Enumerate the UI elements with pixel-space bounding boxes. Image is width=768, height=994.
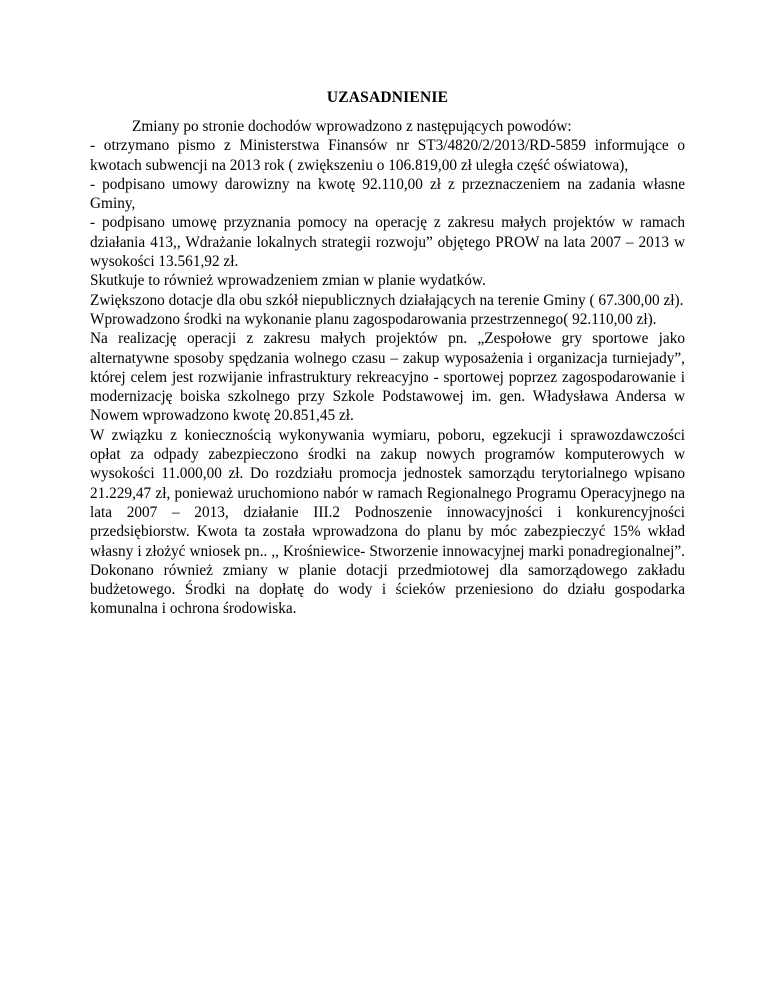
paragraph-waste-fees: W związku z koniecznością wykonywania wymiaru, poboru, egzekucji i sprawozdawczości opłat za odpady zabezpieczono środki na zakup nowych programów komputerowych w wysokości 11.000,00 zł. Do rozdziału promocja jednostek samorządu terytorialnego wpisano 21.229,47 zł, ponieważ uruchomiono nabór w ramach Regionalnego Programu Operacyjnego na lata 2007 – 2013, działanie III.2 Podnoszenie innowacyjności i konkurencyjności przedsiębiorstw. Kwota ta została wprowadzona do planu by móc zabezpieczyć 15% wkład własny i złożyć wniosek pn.. ,, Krośniewice- Stworzenie innowacyjnej marki ponadregionalnej”. Dokonano również zmiany w planie dotacji przedmiotowej dla samorządowego zakładu budżetowego. Środki na dopłatę do wody i ścieków przeniesiono do działu gospodarka komunalna i ochrona środowiska.: [90, 426, 685, 618]
paragraph-intro: Zmiany po stronie dochodów wprowadzono z następujących powodów:: [132, 118, 572, 135]
paragraph-small-projects: Na realizację operacji z zakresu małych projektów pn. „Zespołowe gry sportowe jako alternatywne sposoby spędzania wolnego czasu – zakup wyposażenia i organizacja turniejady”, której celem jest rozwijanie infrastruktury rekreacyjno - sportowej poprzez zagospodarowanie i modernizację boiska szkolnego przy Szkole Podstawowej im. gen. Władysława Andersa w Nowem wprowadzono kwotę 20.851,45 zł.: [90, 330, 685, 425]
document-body: [90, 117, 685, 619]
paragraph-item-2: - podpisano umowy darowizny na kwotę 92.110,00 zł z przeznaczeniem na zadania własne Gminy,: [90, 175, 685, 213]
paragraph-item-1: - otrzymano pismo z Ministerstwa Finansów nr ST3/4820/2/2013/RD-5859 informujące o kwotach subwencji na 2013 rok ( zwiększeniu o 106.819,00 zł uległa część oświatowa),: [90, 137, 685, 174]
paragraph-spatial-plan: Wprowadzono środki na wykonanie planu zagospodarowania przestrzennego( 92.110,00 zł).: [90, 310, 657, 328]
document-title: UZASADNIENIE: [326, 89, 449, 106]
paragraph-subsidies: Zwiększono dotacje dla obu szkół niepublicznych działających na terenie Gminy ( 67.300,00 zł).: [90, 291, 684, 309]
paragraph-consequence: Skutkuje to również wprowadzeniem zmian w planie wydatków.: [90, 272, 486, 290]
paragraph-item-3: - podpisano umowę przyznania pomocy na operację z zakresu małych projektów w ramach działania 413,, Wdrażanie lokalnych strategii rozwoju” objętego PROW na lata 2007 – 2013 w wysokości 13.561,92 zł.: [90, 214, 685, 271]
